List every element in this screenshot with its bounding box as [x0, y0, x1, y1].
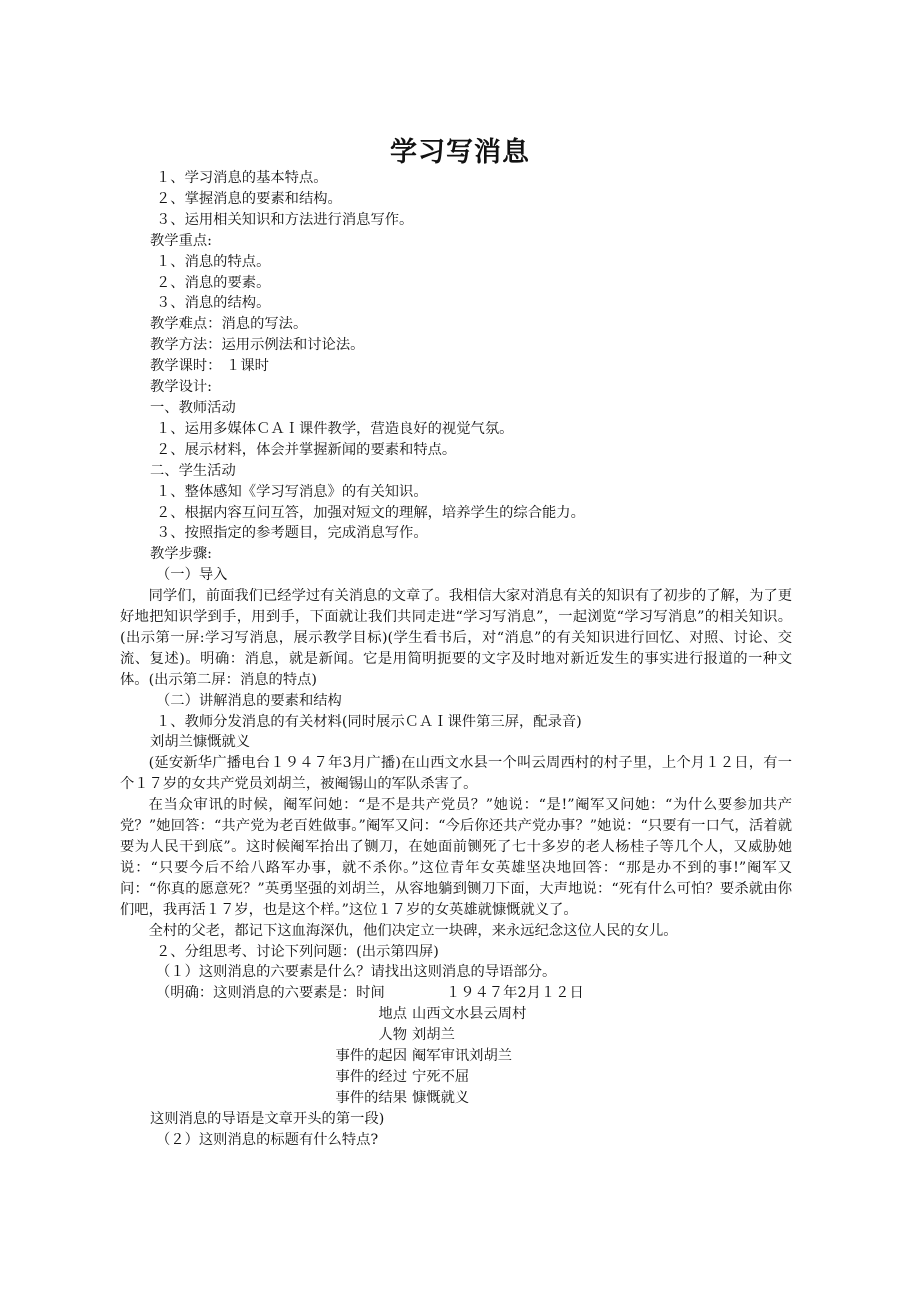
design-heading: 教学设计: — [150, 379, 213, 396]
element-key: 事件的结果 — [335, 1089, 407, 1106]
element-value: 山西文水县云周村 — [412, 1006, 527, 1023]
objective-1: １、学习消息的基本特点。 — [156, 170, 328, 186]
six-element-row — [120, 1004, 792, 1025]
student-activity-1: １、整体感知《学习写消息》的有关知识。 — [156, 483, 428, 500]
lead-note: 这则消息的导语是文章开头的第一段) — [150, 1110, 385, 1127]
teacher-activity-2: ２、展示材料，体会并掌握新闻的要素和特点。 — [156, 441, 457, 458]
element-key: 事件的起因 — [335, 1048, 407, 1065]
element-value: 阉军审讯刘胡兰 — [412, 1048, 513, 1065]
question-2: （２）这则消息的标题有什么特点? — [156, 1131, 379, 1148]
key-point-3: ３、消息的结构。 — [156, 295, 271, 312]
teacher-activity-1: １、运用多媒体ＣＡＩ课件教学，营造良好的视觉气氛。 — [156, 420, 514, 437]
student-activity-2: ２、根据内容互问互答，加强对短文的理解，培养学生的综合能力。 — [156, 504, 585, 521]
explain-item-1: １、教师分发消息的有关材料(同时展示ＣＡＩ课件第三屏，配录音) — [156, 713, 582, 730]
question-1: （１）这则消息的六要素是什么？请找出这则消息的导语部分。 — [156, 964, 557, 981]
answer-time-value: １９４７年2月１２日 — [446, 985, 584, 1002]
explain-heading: （二）讲解消息的要素和结构 — [156, 692, 342, 709]
teaching-difficulty: 教学难点：消息的写法。 — [150, 316, 308, 333]
teaching-period: 教学课时： １课时 — [150, 358, 269, 375]
steps-heading: 教学步骤: — [150, 546, 213, 563]
document-body — [120, 168, 792, 1151]
news-paragraph-2: 在当众审讯的时候，阉军问她：“是不是共产党员？”她说：“是!”阉军又问她：“为什么要参加共产党？”她回答：“共产党为老百姓做事。”阉军又问：“今后你还共产党办事？”她说：“只要有一口气，活着就要为人民干到底”。这时候阉军抬出了铡刀，在她面前铡死了七十多岁的老人杨桂子等几个人，又威胁她说：“只要今后不给八路军办事，就不杀你。”这位青年女英雄坚决地回答：“那是办不到的事!”阉军又问：“你真的愿意死？”英勇坚强的刘胡兰，从容地躺到铡刀下面，大声地说：“死有什么可怕？要杀就由你们吧，我再活１７岁，也是这个样。”这位１７岁的女英雄就慷慨就义了。 — [120, 797, 792, 918]
intro-heading: （一）导入 — [156, 567, 228, 584]
six-element-row — [120, 1088, 792, 1109]
news-paragraph-1: (延安新华广播电台１９４７年3月广播)在山西文水县一个叫云周西村的村子里，上个月１２日，有一个１７岁的女共产党员刘胡兰，被阉锡山的军队杀害了。 — [120, 755, 792, 793]
student-activity-heading: 二、学生活动 — [150, 462, 236, 479]
key-point-2: ２、消息的要素。 — [156, 274, 271, 291]
student-activity-3: ３、按照指定的参考题目，完成消息写作。 — [156, 525, 428, 542]
element-value: 刘胡兰 — [412, 1027, 455, 1044]
teacher-activity-heading: 一、教师活动 — [150, 399, 236, 416]
answer-intro-line — [120, 983, 792, 1004]
explain-item-2: ２、分组思考、讨论下列问题：(出示第四屏) — [156, 943, 439, 960]
key-point-1: １、消息的特点。 — [156, 253, 271, 270]
element-value: 宁死不屈 — [412, 1068, 470, 1085]
objective-2: ２、掌握消息的要素和结构。 — [156, 190, 342, 207]
answer-intro: （明确：这则消息的六要素是：时间 — [156, 985, 385, 1002]
six-element-row — [120, 1025, 792, 1046]
objective-3: ３、运用相关知识和方法进行消息写作。 — [156, 211, 414, 228]
six-element-row — [120, 1046, 792, 1067]
six-element-row — [120, 1067, 792, 1088]
key-points-heading: 教学重点: — [150, 232, 213, 249]
teaching-method: 教学方法：运用示例法和讨论法。 — [150, 337, 365, 354]
element-key: 地点 — [378, 1006, 407, 1023]
news-paragraph-3: 全村的父老，都记下这血海深仇，他们决定立一块碑，来永远纪念这位人民的女儿。 — [148, 922, 678, 939]
element-key: 人物 — [378, 1027, 407, 1044]
intro-paragraph: 同学们，前面我们已经学过有关消息的文章了。我相信大家对消息有关的知识有了初步的了解，为了更好地把知识学到手，用到手，下面就让我们共同走进“学习写消息”，一起浏览“学习写消息”的相关知识。(出示第一屏:学习写消息，展示教学目标)(学生看书后，对“消息”的有关知识进行回忆、对照、讨论、交流、复述)。明确：消息，就是新闻。它是用简明扼要的文字及时地对新近发生的事实进行报道的一种文体。(出示第二屏：消息的特点) — [120, 588, 792, 688]
news-title: 刘胡兰慷慨就义 — [150, 734, 251, 751]
element-key: 事件的经过 — [335, 1068, 407, 1085]
page-title: 学习写消息 — [390, 137, 530, 168]
element-value: 慷慨就义 — [412, 1089, 470, 1106]
